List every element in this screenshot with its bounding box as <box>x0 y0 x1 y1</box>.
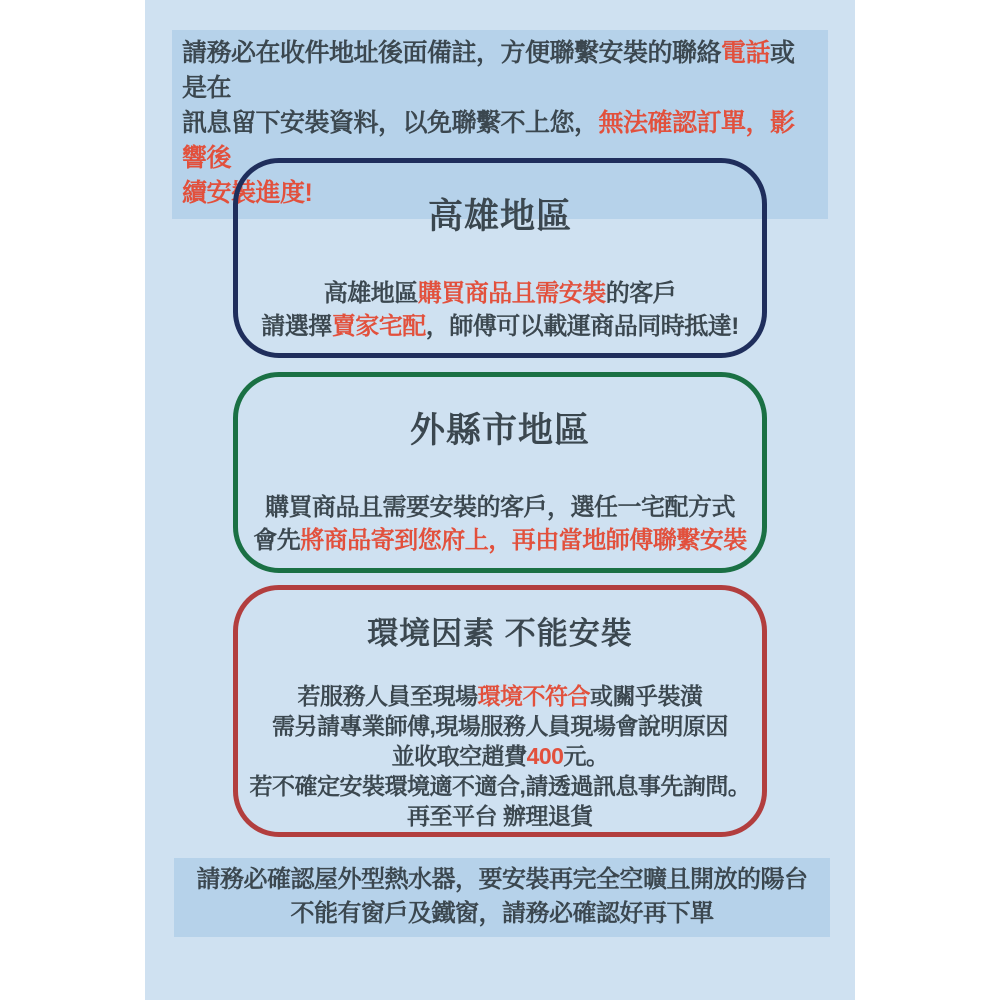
box-kaohsiung-title: 高雄地區 <box>427 197 572 236</box>
highlighted-text: 電話 <box>721 39 771 67</box>
text-segment: 並收取空趙費 <box>391 743 527 769</box>
text-segment: 的客戶 <box>605 280 677 307</box>
text-line <box>238 741 762 771</box>
highlighted-text: 將商品寄到您府上，再由當地師傅聯繫安裝 <box>300 527 747 554</box>
text-line <box>238 711 762 741</box>
box-kaohsiung-body <box>238 277 762 343</box>
text-segment: 訊息留下安裝資料，以免聯繫不上您， <box>182 109 599 137</box>
text-line <box>174 897 830 931</box>
text-line <box>182 36 818 106</box>
highlighted-text: 400 <box>526 743 564 769</box>
highlighted-text: 環境不符合 <box>477 683 590 709</box>
bottom-note <box>174 858 830 937</box>
box-kaohsiung <box>233 158 767 358</box>
text-segment: 需另請專業師傅,現場服務人員現場會說明原因 <box>272 713 728 739</box>
highlighted-text: 賣家宅配 <box>331 313 426 340</box>
text-segment: 不能有窗戶及鐵窗，請務必確認好再下單 <box>290 900 714 927</box>
text-segment: 高雄地區 <box>323 280 418 307</box>
text-line <box>238 491 762 524</box>
text-segment: 會先 <box>253 527 301 554</box>
box-environment-title: 環境因素 不能安裝 <box>367 616 633 651</box>
highlighted-text: 續安裝進度! <box>182 179 313 207</box>
text-segment: 若不確定安裝環境適不適合,請透過訊息事先詢問。 <box>249 773 751 799</box>
box-other-counties <box>233 372 767 573</box>
text-line <box>174 863 830 897</box>
text-line <box>238 771 762 801</box>
text-line <box>238 277 762 310</box>
highlighted-text: 無法確認訂單，影響後 <box>182 109 795 172</box>
text-segment: 或關乎裝潢 <box>590 683 703 709</box>
text-segment: 元。 <box>563 743 609 769</box>
text-segment: 或是在 <box>182 39 795 102</box>
text-line <box>238 681 762 711</box>
text-segment: 若服務人員至現場 <box>297 683 478 709</box>
text-segment: 請務必在收件地址後面備註，方便聯繫安裝的聯絡 <box>182 39 722 67</box>
text-line <box>238 524 762 557</box>
text-segment: 購買商品且需要安裝的客戶，選任一宅配方式 <box>265 494 735 521</box>
text-line <box>238 801 762 831</box>
box-environment <box>233 585 767 837</box>
highlighted-text: 購買商品且需安裝 <box>417 280 606 307</box>
text-segment: 請選擇 <box>261 313 332 340</box>
content-band <box>145 0 855 1000</box>
text-segment: 請務必確認屋外型熱水器，要安裝再完全空曠且開放的陽台 <box>196 866 808 893</box>
text-line <box>238 310 762 343</box>
box-other-counties-body <box>238 491 762 557</box>
text-segment: 再至平台 辦理退貨 <box>407 803 593 829</box>
box-environment-body <box>238 681 762 831</box>
text-segment: ，師傅可以載運商品同時抵達! <box>425 313 739 340</box>
box-other-counties-title: 外縣市地區 <box>409 411 590 450</box>
